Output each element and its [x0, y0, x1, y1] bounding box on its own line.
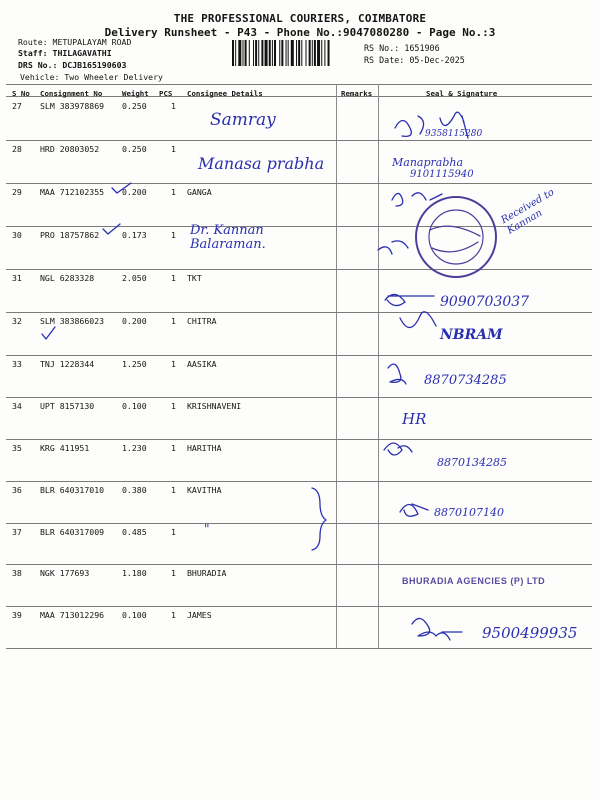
company-stamp-row38: BHURADIA AGENCIES (P) LTD: [402, 576, 546, 586]
weight-cell: 0.173: [122, 230, 147, 240]
col-consignment: Consignment No: [40, 89, 103, 98]
consignment-cell: MAA 713012296: [40, 610, 105, 620]
pcs-cell: 1: [171, 527, 176, 537]
staff-value: THILAGAVATHI: [52, 48, 112, 58]
weight-cell: 1.180: [122, 568, 147, 578]
signature-phone-row36: 8870107140: [434, 506, 504, 519]
signature-row35: HR: [402, 410, 427, 428]
row-rule: [6, 481, 592, 482]
pcs-cell: 1: [171, 568, 176, 578]
rs-date-value: 05-Dec-2025: [409, 55, 465, 65]
weight-cell: 0.380: [122, 485, 147, 495]
consignment-cell: PRO 18757862: [40, 230, 100, 240]
consignment-cell: TNJ 1228344: [40, 359, 95, 369]
row-rule: [6, 140, 592, 141]
sno-cell: 29: [12, 187, 22, 197]
sno-cell: 39: [12, 610, 22, 620]
weight-cell: 0.100: [122, 401, 147, 411]
pcs-cell: 1: [171, 101, 176, 111]
row-rule: [6, 523, 592, 524]
consignee-cell: CHITRA: [187, 316, 217, 326]
handwritten-ditto-row37: ": [204, 522, 210, 536]
route-line: [18, 37, 131, 47]
row-rule: [6, 269, 592, 270]
consignment-cell: SLM 383978869: [40, 101, 105, 111]
signature-phone-row35: 8870134285: [437, 456, 507, 469]
staff-label: Staff:: [18, 48, 48, 58]
weight-cell: 0.200: [122, 187, 147, 197]
staff-line: [18, 48, 112, 58]
weight-cell: 0.250: [122, 144, 147, 154]
drs-value: DCJB165190603: [62, 60, 127, 70]
consignee-cell: AASIKA: [187, 359, 217, 369]
sno-cell: 30: [12, 230, 22, 240]
weight-cell: 0.100: [122, 610, 147, 620]
row-rule: [6, 606, 592, 607]
consignment-cell: KRG 411951: [40, 443, 90, 453]
consignee-cell: KAVITHA: [187, 485, 222, 495]
consignment-cell: NGL 6283328: [40, 273, 95, 283]
sno-cell: 33: [12, 359, 22, 369]
handwritten-name-row30: Dr. Kannan Balaraman.: [190, 223, 266, 252]
pcs-cell: 1: [171, 273, 176, 283]
vehicle-line: [20, 72, 163, 82]
weight-cell: 2.050: [122, 273, 147, 283]
drs-label: DRS No.:: [18, 60, 58, 70]
consignee-cell: HARITHA: [187, 443, 222, 453]
signature-phone-row39: 9500499935: [482, 624, 578, 642]
weight-cell: 0.250: [122, 101, 147, 111]
signature-note-row30: Received to Kannan: [499, 186, 557, 237]
pcs-cell: 1: [171, 359, 176, 369]
row-rule: [6, 397, 592, 398]
row-rule: [6, 439, 592, 440]
consignee-cell: TKT: [187, 273, 202, 283]
row-rule: [6, 312, 592, 313]
pcs-cell: 1: [171, 443, 176, 453]
sno-cell: 28: [12, 144, 22, 154]
col-remarks: Remarks: [341, 89, 373, 98]
handwritten-name-row27: Samray: [210, 110, 276, 130]
table-top-rule: [6, 84, 592, 85]
consignee-cell: JAMES: [187, 610, 212, 620]
row-rule: [6, 355, 592, 356]
signature-phone-row27: 9358115280: [425, 129, 483, 139]
consignment-cell: HRD 20803052: [40, 144, 100, 154]
barcode: [232, 40, 360, 66]
signature-row32: NBRAM: [440, 327, 503, 343]
weight-cell: 1.230: [122, 443, 147, 453]
weight-cell: 0.485: [122, 527, 147, 537]
consignment-cell: MAA 712102355: [40, 187, 105, 197]
rs-no-value: 1651906: [404, 43, 440, 53]
handwritten-name-row28: Manasa prabha: [198, 154, 325, 173]
signature-phone-row31: 9090703037: [440, 294, 530, 310]
drs-line: [18, 60, 126, 70]
consignment-cell: BLR 640317009: [40, 527, 105, 537]
vehicle-value: Two Wheeler Delivery: [64, 72, 163, 82]
pcs-cell: 1: [171, 485, 176, 495]
sno-cell: 34: [12, 401, 22, 411]
pcs-cell: 1: [171, 316, 176, 326]
col-sno: S No: [12, 89, 30, 98]
signature-phone-row33: 8870734285: [424, 373, 507, 388]
weight-cell: 0.200: [122, 316, 147, 326]
signature-phone-row28: 9101115940: [410, 169, 474, 180]
rs-no-line: [364, 43, 440, 53]
sno-cell: 35: [12, 443, 22, 453]
row-rule: [6, 183, 592, 184]
col-consignee: Consignee Details: [187, 89, 263, 98]
consignee-cell: KRISHNAVENI: [187, 401, 242, 411]
consignment-cell: BLR 640317010: [40, 485, 105, 495]
sno-cell: 31: [12, 273, 22, 283]
pcs-cell: 1: [171, 230, 176, 240]
col-weight: Weight: [122, 89, 149, 98]
sno-cell: 32: [12, 316, 22, 326]
route-value: METUPALAYAM ROAD: [52, 37, 132, 47]
route-label: Route:: [18, 37, 48, 47]
col-seal: Seal & Signature: [426, 89, 498, 98]
col-pcs: PCS: [159, 89, 173, 98]
vehicle-label: Vehicle:: [20, 72, 60, 82]
consignment-cell: NGK 177693: [40, 568, 90, 578]
weight-cell: 1.250: [122, 359, 147, 369]
pcs-cell: 1: [171, 144, 176, 154]
consignee-cell: GANGA: [187, 187, 212, 197]
sno-cell: 38: [12, 568, 22, 578]
company-title: THE PROFESSIONAL COURIERS, COIMBATORE: [173, 12, 427, 25]
runsheet-title: Delivery Runsheet - P43 - Phone No.:9047080280 - Page No.:3: [104, 26, 496, 39]
pcs-cell: 1: [171, 401, 176, 411]
sno-cell: 36: [12, 485, 22, 495]
rs-date-line: [364, 55, 465, 65]
rs-no-label: RS No.:: [364, 43, 400, 53]
consignee-cell: BHURADIA: [187, 568, 227, 578]
signature-row28: Manaprabha: [392, 156, 464, 169]
pcs-cell: 1: [171, 187, 176, 197]
consignment-cell: SLM 383866023: [40, 316, 105, 326]
row-rule: [6, 648, 592, 649]
consignment-cell: UPT 8157130: [40, 401, 95, 411]
sno-cell: 27: [12, 101, 22, 111]
rs-date-label: RS Date:: [364, 55, 405, 65]
row-rule: [6, 564, 592, 565]
sno-cell: 37: [12, 527, 22, 537]
pcs-cell: 1: [171, 610, 176, 620]
